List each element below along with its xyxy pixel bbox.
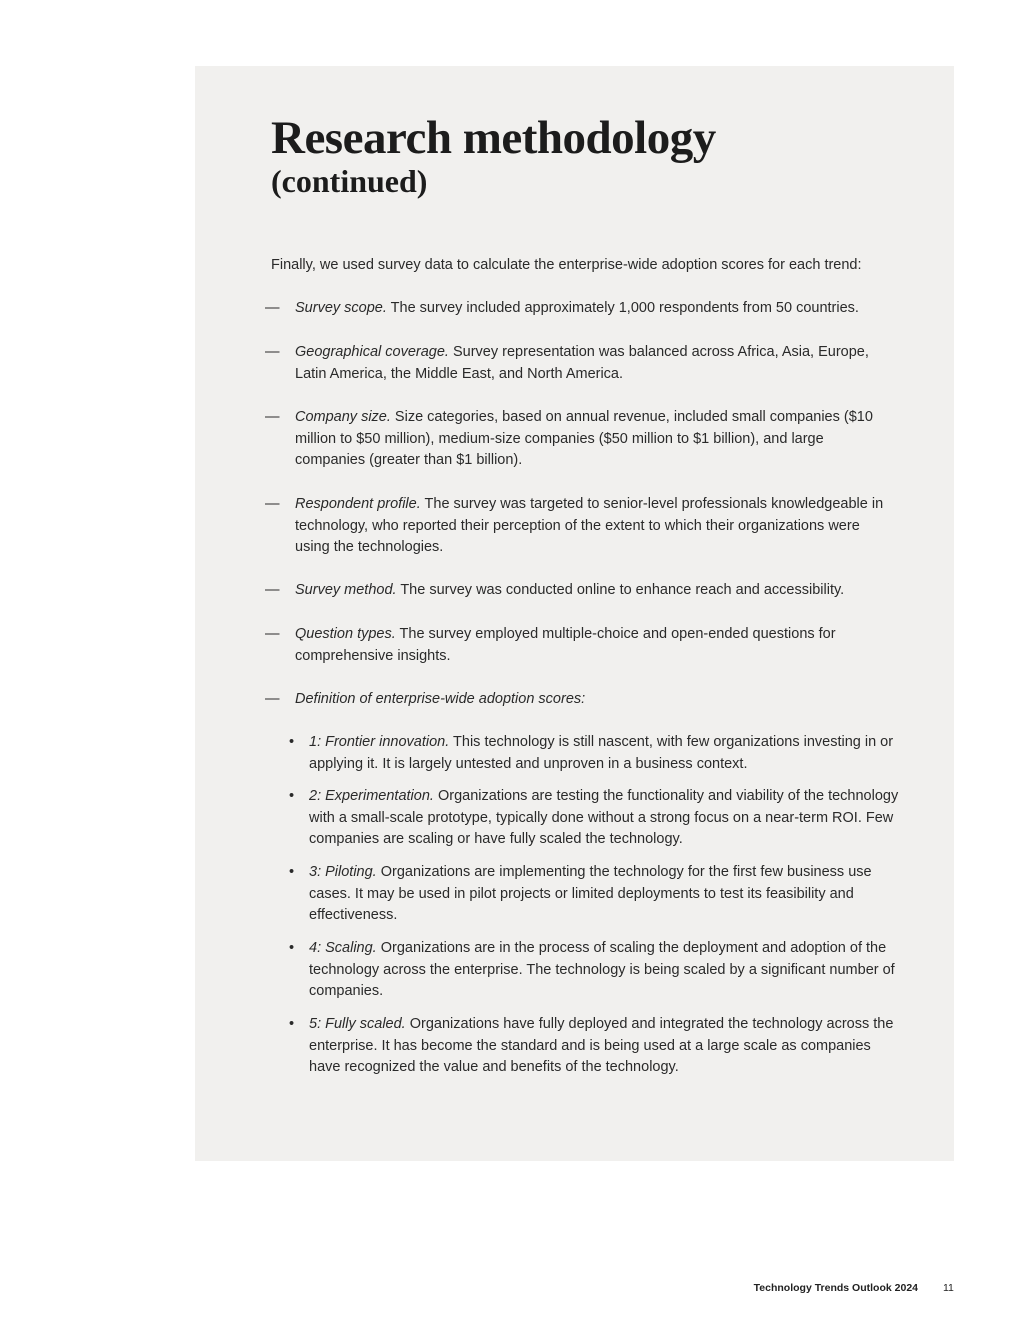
bullet-marker: • (289, 788, 295, 804)
dash-marker: — (265, 300, 280, 316)
list-item-survey-scope (265, 298, 895, 320)
score-item-frontier-innovation (289, 732, 901, 775)
score-label: 3: Piloting. (309, 864, 377, 880)
list-item-geographical-coverage (265, 342, 895, 385)
bullet-marker: • (289, 940, 295, 956)
item-text: Survey representation was balanced across Africa, Asia, Europe, Latin America, the Middle East, and North America. (295, 344, 869, 382)
score-item-piloting (289, 862, 901, 927)
footer-page-number: 11 (943, 1282, 954, 1294)
item-label: Definition of enterprise-wide adoption scores: (295, 691, 586, 707)
dash-marker: — (265, 582, 280, 598)
intro-paragraph: Finally, we used survey data to calculate the enterprise-wide adoption scores for each trend: (271, 257, 862, 273)
item-text: The survey was conducted online to enhance reach and accessibility. (396, 582, 845, 598)
list-item-survey-method (265, 580, 895, 602)
bullet-marker: • (289, 734, 295, 750)
dash-marker: — (265, 496, 280, 512)
dash-marker: — (265, 409, 280, 425)
bullet-marker: • (289, 1016, 295, 1032)
item-label: Respondent profile. (295, 496, 421, 512)
page-title: Research methodology (271, 112, 716, 164)
footer-publication-title: Technology Trends Outlook 2024 (753, 1282, 918, 1294)
item-label: Company size. (295, 409, 391, 425)
dash-marker: — (265, 691, 280, 707)
score-label: 4: Scaling. (309, 940, 377, 956)
score-item-fully-scaled (289, 1014, 901, 1079)
score-label: 5: Fully scaled. (309, 1016, 406, 1032)
item-text: The survey employed multiple-choice and open-ended questions for comprehensive insights. (295, 626, 836, 664)
item-text: The survey was targeted to senior-level professionals knowledgeable in technology, who reported their perception of the extent to which their organizations were using the technologies. (295, 496, 884, 556)
score-text: Organizations are implementing the technology for the first few business use cases. It may be used in pilot projects or limited deployments to test its feasibility and effectiveness. (309, 864, 872, 924)
score-item-experimentation (289, 786, 901, 851)
list-item-company-size (265, 407, 895, 472)
score-text: This technology is still nascent, with few organizations investing in or applying it. It is largely untested and unproven in a business context. (309, 734, 894, 772)
item-text: Size categories, based on annual revenue, included small companies ($10 million to $50 million), medium-size companies ($50 million to $1 billion), and large companies (greater than $1 billion). (295, 409, 873, 469)
score-label: 2: Experimentation. (309, 788, 434, 804)
score-label: 1: Frontier innovation. (309, 734, 450, 750)
item-label: Geographical coverage. (295, 344, 449, 360)
list-item-respondent-profile (265, 494, 895, 559)
item-label: Question types. (295, 626, 396, 642)
page-subtitle: (continued) (271, 163, 428, 199)
item-label: Survey scope. (295, 300, 387, 316)
score-text: Organizations have fully deployed and integrated the technology across the enterprise. It has become the standard and is being used at a large scale as companies have recognized the value and benefits of the technology. (309, 1016, 894, 1076)
item-text: The survey included approximately 1,000 respondents from 50 countries. (386, 300, 859, 316)
score-text: Organizations are testing the functionality and viability of the technology with a small-scale prototype, typically done without a strong focus on a near-term ROI. Few companies are scaling or have fully scaled the technology. (309, 788, 899, 848)
dash-marker: — (265, 626, 280, 642)
list-item-question-types (265, 624, 895, 667)
score-text: Organizations are in the process of scaling the deployment and adoption of the technology across the enterprise. The technology is being scaled by a significant number of companies. (309, 940, 895, 1000)
list-item-definition (265, 689, 895, 711)
bullet-marker: • (289, 864, 295, 880)
dash-marker: — (265, 344, 280, 360)
score-item-scaling (289, 938, 901, 1003)
item-label: Survey method. (295, 582, 397, 598)
